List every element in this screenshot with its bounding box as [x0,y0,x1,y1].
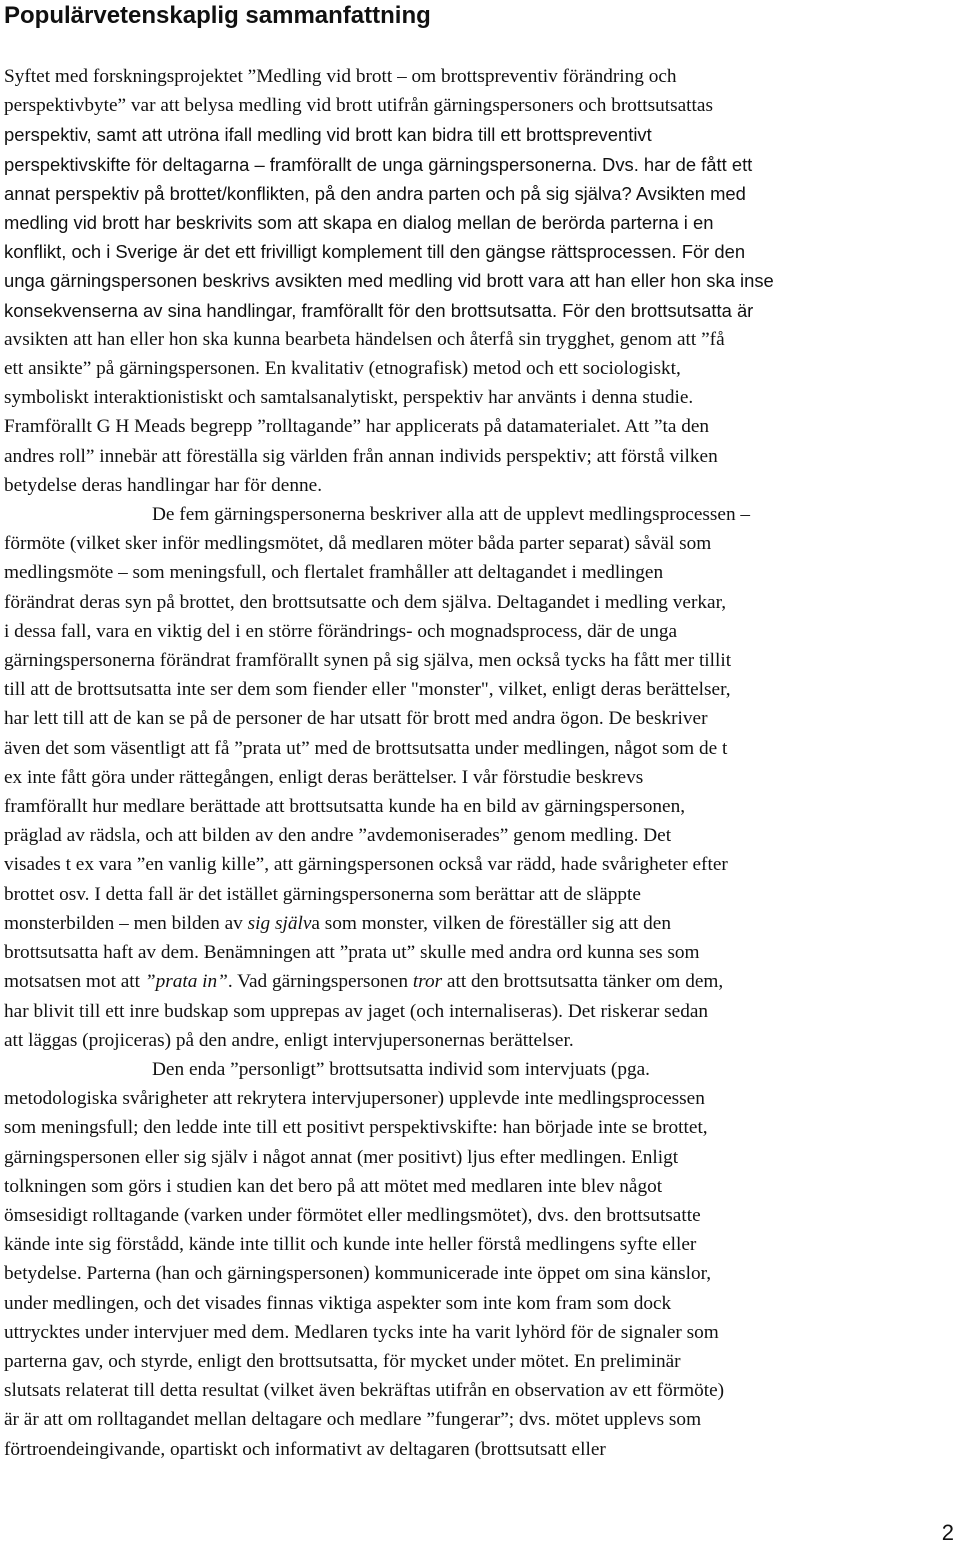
text-line: brottsutsatta haft av dem. Benämningen att ”prata ut” skulle med andra ord kunna ses som [4,942,700,964]
text-line: Framförallt G H Meads begrepp ”rolltagande” har applicerats på datamaterialet. Att ”ta den [4,416,710,438]
text-line: medlingsmöte – som meningsfull, och flertalet framhåller att deltagandet i medlingen [4,562,664,584]
italic-segment: tror [412,971,443,993]
text-segment: motsatsen mot att [4,971,145,993]
text-line: konflikt, och i Sverige är det ett frivilligt komplement till den gängse rättsprocessen. För den [4,241,746,263]
text-segment: . Vad gärningspersonen [227,971,413,993]
text-line [4,967,956,996]
text-line: ömsesidigt rolltagande (varken under förmötet eller medlingsmötet), dvs. den brottsutsatte [4,1204,701,1226]
text-line: perspektivskifte för deltagarna – framförallt de unga gärningspersonerna. Dvs. har de fått ett [4,153,753,175]
text-line: Den enda ”personligt” brottsutsatta individ som intervjuats (pga. [152,1058,650,1080]
text-line: De fem gärningspersonerna beskriver alla att de upplevt medlingsprocessen – [152,504,751,526]
text-line: perspektiv, samt att utröna ifall medling vid brott kan bidra till ett brottspreventivt [4,124,652,146]
text-line: medling vid brott har beskrivits som att skapa en dialog mellan de berörda parterna i en [4,212,714,234]
text-line: konsekvenserna av sina handlingar, framförallt för den brottsutsatta. För den brottsutsatta är [4,299,754,321]
text-line: slutsats relaterat till detta resultat (vilket även bekräftas utifrån en observation av ett förmöte) [4,1380,725,1402]
text-line: symboliskt interaktionistiskt och samtalsanalytiskt, perspektiv har använts i denna studie. [4,387,694,409]
text-line: unga gärningspersonen beskrivs avsikten med medling vid brott vara att han eller hon ska inse [4,270,774,292]
text-line: perspektivbyte” var att belysa medling vid brott utifrån gärningspersoners och brottsutsattas [4,95,713,117]
text-line: under medlingen, och det visades finnas viktiga aspekter som inte kom fram som dock [4,1292,672,1314]
italic-segment: sig själv [247,912,312,934]
text-line: brottet osv. I detta fall är det istället gärningspersonerna som berättar att de släppte [4,883,641,905]
text-line: är är att om rolltagandet mellan deltagare och medlare ”fungerar”; dvs. mötet upplevs som [4,1409,702,1431]
text-line: ex inte fått göra under rättegången, enligt deras berättelser. I vår förstudie beskrevs [4,766,644,788]
text-line: förtroendeingivande, opartiskt och informativt av deltagaren (brottsutsatt eller [4,1438,606,1460]
text-line: metodologiska svårigheter att rekrytera intervjupersoner) upplevde inte medlingsprocessen [4,1088,705,1110]
page-number: 2 [941,1520,954,1545]
text-line: har blivit till ett inre budskap som upprepas av jaget (och internaliseras). Det riskerar sedan [4,1000,709,1022]
text-line: betydelse deras handlingar har för denne. [4,474,323,496]
text-line: Syftet med forskningsprojektet ”Medling vid brott – om brottspreventiv förändring och [4,66,677,87]
text-line: även det som väsentligt att få ”prata ut” med de brottsutsatta under medlingen, något som de t [4,737,728,759]
text-line: parterna gav, och styrde, enligt den brottsutsatta, för mycket under mötet. En preliminär [4,1350,681,1372]
text-segment: monsterbilden – men bilden av [4,912,248,934]
text-line: har lett till att de kan se på de personer de har utsatt för brott med andra ögon. De beskriver [4,708,708,730]
page-heading: Populärvetenskaplig sammanfattning [4,2,431,29]
text-segment: att den brottsutsatta tänker om dem, [442,971,724,993]
text-line: kände inte sig förstådd, kände inte tillit och kunde inte heller förstå medlingens syfte eller [4,1234,697,1256]
text-line: förmöte (vilket sker inför medlingsmötet, då medlaren möter båda parter separat) såväl som [4,533,712,555]
text-line: gärningspersonerna förändrat framförallt synen på sig själva, men också tycks ha fått mer tillit [4,650,732,672]
text-line: präglad av rädsla, och att bilden av den andre ”avdemoniserades” genom medling. Det [4,825,672,847]
text-line: tolkningen som görs i studien kan det bero på att mötet med medlaren inte blev något [4,1175,663,1197]
text-line: att läggas (projiceras) på den andre, enligt intervjupersonernas berättelser. [4,1029,574,1051]
text-segment: a som monster, vilken de föreställer sig att den [311,912,671,934]
text-line: ett ansikte” på gärningspersonen. En kvalitativ (etnografisk) metod och ett sociologiskt, [4,358,681,380]
text-line: visades t ex vara ”en vanlig kille”, att gärningspersonen också var rädd, hade svårigheter efter [4,854,728,876]
text-line: till att de brottsutsatta inte ser dem som fiender eller "monster", vilket, enligt deras berättelser, [4,679,731,701]
text-line [4,909,956,938]
text-line: andres roll” innebär att föreställa sig världen från annan individs perspektiv; att förstå vilken [4,445,718,467]
text-line: avsikten att han eller hon ska kunna bearbeta händelsen och återfå sin trygghet, genom att ”få [4,328,725,350]
text-line: som meningsfull; den ledde inte till ett positivt perspektivskifte: han började inte se brottet, [4,1117,708,1139]
text-line: i dessa fall, vara en viktig del i en större förändrings- och mognadsprocess, där de unga [4,620,678,642]
text-line: förändrat deras syn på brottet, den brottsutsatte och dem själva. Deltagandet i medling verkar, [4,591,727,613]
text-line: uttrycktes under intervjuer med dem. Medlaren tycks inte ha varit lyhörd för de signaler som [4,1321,719,1343]
text-line: gärningspersonen eller sig själv i något annat (mer positivt) ljus efter medlingen. Enligt [4,1146,679,1168]
text-line: annat perspektiv på brottet/konflikten, på den andra parten och på sig själva? Avsikten med [4,182,746,204]
text-line: betydelse. Parterna (han och gärningspersonen) kommunicerade inte öppet om sina känslor, [4,1263,712,1285]
italic-segment: ”prata in” [144,971,228,993]
text-line: framförallt hur medlare berättade att brottsutsatta kunde ha en bild av gärningspersonen, [4,796,686,818]
body-text [4,62,956,1464]
